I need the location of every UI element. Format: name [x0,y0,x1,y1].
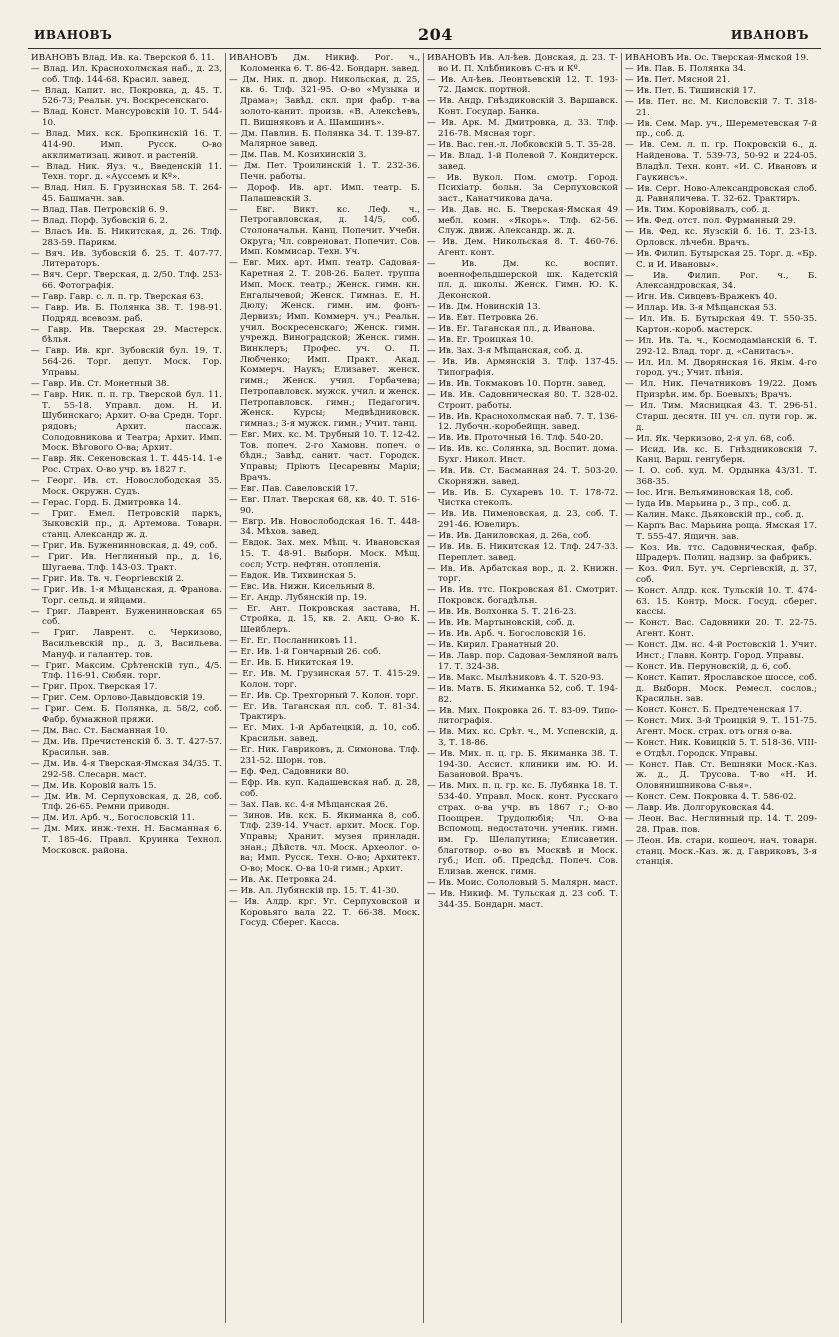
directory-entry: — Леон. Вас. Неглинный пр. 14. Т. 209-28. Прав. пов. [625,814,817,835]
page-header [28,26,821,49]
directory-entry: — Ив. Макс. Мылѣниковъ 4. Т. 520-93. [427,672,605,683]
column-4 [622,53,820,1323]
directory-entry: — Влад. Порф. Зубовскій 6. 2. [31,215,168,226]
directory-entry: — Ив. Евт. Петровка 26. [427,313,539,324]
directory-entry: — Карпъ Вас. Марьина роща. Ямская 17. Т. 555-47. Ящичн. зав. [625,520,817,542]
directory-entry: — Калин. Макс. Дьяковскій пр., соб. д. [625,509,804,520]
directory-entry: — Дм. Павлин. Б. Полянка 34. Т. 139-87. Малярное завед. [229,128,420,150]
directory-entry: — Ив. Ив. Краснохолмская наб. 7. Т. 136-12. Лубочн.-коробейщн. завед. [427,411,618,433]
directory-entry: — Евг. Викт. кс. Леф. ч., Петрогавловская, д. 14/5, соб. Столоначальн. Канц. Попечит. Учебн. Округа; Чл. совреноват. Попечит. Сов. Имп. Коммисар. Техн. Уч. [229,204,420,258]
directory-entry: — Ив. Никиф. М. Тульская д. 23 соб. Т. 344-35. Бондарн. маст. [427,889,618,910]
directory-entry: — Ег. Ег. Посланниковъ 11. [229,636,357,647]
directory-entry: — Ив. Ив. Волхонка 5. Т. 216-23. [427,607,577,618]
directory-entry: — Иллар. Ив. 3-я Мѣщанская 53. [625,303,777,314]
directory-entry: — Евдок. Ив. Тихвинская 5. [229,570,357,581]
directory-entry: — Вяч. Ив. Зубовскій б. 25. Т. 407-77. Литераторъ. [31,248,222,270]
directory-entry: — Ив. Филип. Бутырская 25. Торг. д. «Бр. С. и И. Ивановы». [625,248,817,270]
directory-entry: — Ег. Ник. Гавриковъ, д. Симонова. Тлф. 231-52. Шорн. тов. [229,745,420,766]
directory-entry: — Ив. Тим. Коровійвалъ, соб. д. [625,205,771,216]
directory-entry: — Евг. Мих. кс. М. Трубный 10. Т. 12-42. Тов. попеч. 2-го Хамовн. попеч. о бѣдн.; Завѣд. санит. част. Городск. Управы; Пріютъ Цесаревны Маріи; Врачъ. [229,429,420,483]
directory-entry: — Конст. Ник. Ковицкій 5. Т. 518-36. VIII-е Отдѣл. Городск. Управы. [625,737,817,759]
directory-entry: — Ив. Ив. Б. Сухаревъ 10. Т. 178-72. Чистка стеколъ. [427,487,618,509]
directory-entry: — Герас. Горд. Б. Дмитровка 14. [31,497,182,508]
directory-entry: — Конст. Сем. Покровка 4. Т. 586-02. [625,792,797,803]
directory-entry: — Гавр. Ив. Б. Полянка 38. Т. 198-91. Подряд. всевозм. раб. [31,303,222,324]
directory-entry: ИВАНОВЪ Влад. Ив. ка. Тверской б. 11. [31,53,215,63]
directory-entry: — Ив. Ег. Троицкая 10. [427,335,534,346]
directory-entry: — Игн. Ив. Сивцевъ-Вражекъ 40. [625,292,778,303]
directory-entry: — Гавр. Гавр. с. л. п. гр. Тверская 63. [31,292,204,303]
directory-entry: — Ив. Ак. Петровка 24. [229,875,337,886]
directory-entry: — Конст. Мих. 3-й Троицкій 9. Т. 151-75. Агент. Моск. страх. отъ огня о-ва. [625,716,817,737]
directory-entry: — Ив. Мих. п. ц. гр. кс. Б. Лубянка 18. Т. 534-40. Управл. Моск. конт. Русскаго страх. о-ва учр. въ 1867 г.; О-во Поощрен. Трудолюбія; Чл. О-ва Вспомощ. недостаточн. ученик. гимн. им. Гр. Шелапутина; Елисаветин. благотвор. о-во въ Москвѣ и Моск. губ.; Исп. об. Предсѣд. Попеч. Сов. Елизав. женск. гимн. [427,781,618,878]
directory-entry: — Ив. Мих. п. ц. гр. Б. Якиманка 38. Т. 194-30. Ассист. клиники им. Ю. И. Базановой. Врачъ. [427,748,618,781]
directory-entry: ИВАНОВЪ Ив. Ос. Тверская-Ямской 19. [625,53,809,63]
directory-entry: — Ив. Ив. Армянскій 3. Тлф. 137-45. Типографія. [427,357,618,378]
directory-entry: — Ив. Ал. Лубянскій пр. 15. Т. 41-30. [229,886,400,897]
directory-entry: — Ив. Кирил. Гранатный 20. [427,640,559,651]
directory-entry: — Ив. Мих. Покровка 26. Т. 83-09. Типо-литографія. [427,705,618,727]
directory-entry: — Дм. Пет. Троилинскій 1. Т. 232-36. Печн. работы. [229,161,420,182]
directory-entry: — Ив. Ив. ттс. Покровская 81. Смотрит. Покровск. богадѣльн. [427,585,618,607]
directory-entry: — Влад. Мих. кск. Бропкинскій 16. Т. 414-90. Имп. Русск. О-во акклиматизац. живот. и растеній. [31,129,222,161]
directory-entry: ИВАНОВЪ Дм. Никиф. Рог. ч., Коломенка 6. Т. 86-42. Бондарн. завед. [229,53,420,74]
directory-entry: — Ефр. Ив. куп. Кадашевская наб. д. 28, соб. [229,777,420,799]
directory-entry: — Влад. Пав. Петровскій 6. 9. [31,204,168,215]
directory-entry: — Дороф. Ив. арт. Имп. театр. Б. Палашевскій 3. [229,182,420,204]
directory-entry: — Ив. Пет. Мясной 21. [625,75,731,85]
directory-entry: — Ив. Зах. 3-я Мѣщанская, соб. д. [427,346,583,357]
directory-entry: — Ив. Алдр. крг. Уг. Серпуховской и Коровьяго вала 22. Т. 66-38. Моск. Госуд. Сберег. Касса. [229,897,420,929]
directory-entry: — Ег. Мих. 1-й Арбатецкій, д. 10, соб. Красильн. завед. [229,723,420,745]
directory-entry: — Ив. Арк. М. Дмитровка, д. 33. Тлф. 216-78. Мясная торг. [427,118,618,139]
directory-entry: — Дм. Пав. М. Козихинскій 3. [229,150,367,161]
directory-entry: — Ив. Сем. л. п. гр. Покровскій 6., д. Найденова. Т. 539-73, 50-92 и 224-05. Владѣл. Техн. конт. «И. С. Ивановъ и Гаукинсъ». [625,140,817,183]
directory-entry: — Исид. Ив. кс. Б. Гнѣздниковскій 7. Канц. Варш. генгуберн. [625,444,817,466]
directory-entry: — Влад. Ил. Краснохолмская наб., д. 23, соб. Тлф. 144-68. Красил. завед. [31,64,222,85]
directory-entry: — Ив. Пав. Б. Полянка 34. [625,64,747,74]
directory-entry: — Ив. Моис. Сололовый 5. Малярн. маст. [427,878,618,889]
directory-entry: — Ив. Ив. Токмаковъ 10. Портн. завед. [427,378,606,389]
directory-entry: — Ив. Матв. Б. Якиманка 52, соб. Т. 194-82. [427,683,618,705]
directory-entry: — Дм. Ник. п. двор. Никольская, д. 25, кв. 6. Тлф. 321-95. О-во «Музыка и Драма»; Завѣд. скл. при фабр. т-ва золото-канит. произв. «В. Алексѣевъ, П. Вишняковъ и А. Шамшинъ». [229,74,420,128]
directory-entry: — Дм. Ив. 4-я Тверская-Ямская 34/35. Т. 292-58. Слесарн. маст. [31,758,222,780]
directory-entry: — Ив. Ив. Садовническая 80. Т. 328-02. Строит. работы. [427,389,618,411]
directory-entry: — Ив. Ал-ѣев. Леонтьевскій 12. Т. 193-72. Дамск. портной. [427,74,618,96]
directory-entry: — Конст. Алдр. кск. Тульскій 10. Т. 474-63. 15. Контр. Моск. Госуд. сберег. кассы. [625,586,817,618]
directory-entry: — Ив. Серг. Ново-Александровская слоб. д. Равняличева. Т. 32-62. Трактиръ. [625,183,817,205]
directory-entry: — Дм. Мих. инж.-техн. Н. Басманная 6. Т. 185-46. Правл. Круинка Технол. Московск. района. [31,824,222,856]
directory-entry: — Вяч. Серг. Тверская, д. 2/50. Тлф. 253-66. Фотографія. [31,270,222,292]
directory-entry: — Ил. Ил. М. Дворянская 16. Якім. 4-го город. уч.; Учит. пѣнія. [625,357,817,379]
directory-entry: — Ив. Дм. Новинскій 13. [427,302,541,313]
column-3 [424,53,622,1323]
directory-entry: — Ив. Ив. Б. Никитская 12. Тлф. 247-33. Переплет. завед. [427,542,618,563]
directory-entry: — Дм. Ил. Арб. ч., Богословскій 11. [31,813,195,824]
directory-entry: — Ег. Ив. Ср. Трехгорный 7. Колон. торг. [229,690,419,701]
directory-entry: — Григ. Ив. Буженинновская, д. 49, соб. [31,541,218,552]
header-right-surname: ИВАНОВЪ [730,28,809,42]
directory-entry: — Ив. Ив. Арбатская вор., д. 2. Книжн. торг. [427,563,618,585]
directory-entry: — Евг. Плат. Тверская 68, кв. 40. Т. 516-90. [229,494,420,516]
directory-entry: — Конст. Пав. Ст. Вешняки Моск.-Каз. ж. д., Д. Трусова. Т-во «Н. И. Оловянишникова С-вья». [625,759,817,792]
directory-entry: — Гавр. Як. Секеновская 1. Т. 445-14. 1-е Рос. Страх. О-во учр. въ 1827 г. [31,454,222,476]
directory-entry: — Ив. Вас. ген.-л. Лобковскій 5. Т. 35-28. [427,139,616,150]
column-2 [226,53,424,1323]
directory-entry: — Евдок. Зах. мех. Мѣщ. ч. Ивановская 15. Т. 48-91. Выборн. Моск. Мѣщ. сосл; Устр. нефтян. отопленія. [229,538,420,570]
directory-entry: — Григ. Емел. Петровскій паркъ, Зыковскій пр., д. Артемова. Товарн. станц. Александр ж. д. [31,508,222,541]
directory-entry: — Лавр. Ив. Долгоруковская 44. [625,803,775,814]
directory-entry: — Коз. Ив. ттс. Садовническая, фабр. Шрадеръ. Полиц. надзир. за фабрикъ. [625,542,817,564]
directory-entry: — Дм. Ив. Коровій валъ 15. [31,780,157,791]
directory-entry: — Іуда Ив. Марьина р., 3 пр., соб. д. [625,498,791,509]
directory-entry: — Влад. Нил. Б. Грузинская 58. Т. 264-45. Башмачн. зав. [31,183,222,204]
directory-entry: — Григ. Ив. Тв. ч. Георгіевскій 2. [31,573,185,584]
directory-entry: — Іос. Игн. Вельяминовская 18, соб. [625,487,794,498]
directory-entry: — Ив. Ив. Пименовская, д. 23, соб. Т. 291-46. Ювелиръ. [427,509,618,531]
directory-entry: — Конст. Вас. Садовники 20. Т. 22-75. Агент. Конт. [625,618,817,640]
directory-entry: — Влад. Ник. Яуз. ч., Введенскій 11. Техн. торг. д. «Ауссемъ и Кº». [31,161,222,183]
directory-entry: — Ив. Фед. кс. Яузскій б. 16. Т. 23-13. Орловск. лѣчебн. Врачъ. [625,227,817,248]
directory-entry: — Ив. Ив. кс. Солянка, зд. Воспит. дома. Бухг. Никол. Инст. [427,444,618,465]
directory-entry: — Ив. Сем. Мар. уч., Шереметевская 7-й пр., соб. д. [625,118,817,140]
directory-entry: — Георг. Ив. ст. Новослободская 35. Моск. Окружн. Судъ. [31,476,222,497]
directory-entry: — Дм. Ив. М. Серпуховская, д. 28, соб. Тлф. 26-65. Ремни приводн. [31,791,222,813]
directory-entry: — Евс. Ив. Нижн. Кисельный 8. [229,581,376,592]
directory-entry: — Ег. Ант. Покровская застава, Н. Стройка, д. 15, кв. 2. Акц. О-во К. Шейблеръ. [229,603,420,636]
directory-entry: — Конст. Капит. Ярославское шоссе, соб. д. Выборн. Моск. Ремесл. сослов.; Красильн. зав. [625,672,817,705]
directory-entry: — Ив. Ив. Ст. Басманная 24. Т. 503-20. Скорняжн. завед. [427,465,618,487]
directory-entry: — Ив. Ив. Даниловская, д. 26а, соб. [427,531,592,542]
directory-entry: — Зинов. Ив. кск. Б. Якиманка 8, соб. Тлф. 239-14. Участ. архит. Моск. Гор. Управы; Хранит. музея принладн. знан.; Дѣйств. чл. Моск. Археолог. о-ва; Имп. Русск. Техн. О-во; Архитект. О-во; Моск. О-ва 10-й гимн.; Архит. [229,810,420,875]
directory-entry: — Ег. Ив. М. Грузинская 57. Т. 415-29. Колон. торг. [229,669,420,690]
directory-entry: — Ег. Ив. Таганская пл. соб. Т. 81-34. Трактиръ. [229,701,420,723]
directory-entry: — Ив. Вукол. Пом. смотр. Город. Психіатр. больн. За Серпуховской заст., Канатчикова дача. [427,172,618,204]
directory-entry: — Григ. Ив. 1-я Мѣщанская, д. Франова. Торг. сельд. и яйцами. [31,584,222,606]
directory-entry: — Григ. Ив. Неглинный пр., д. 16, Шугаева. Тлф. 143-03. Тракт. [31,552,222,573]
directory-entry: — Григ. Максим. Срѣтенскій туп., 4/5. Тлф. 116-91. Сюбян. торг. [31,660,222,682]
directory-entry: — Ив. Мих. кс. Срѣт. ч., М. Успенскій, д. 3, Т. 18-86. [427,727,618,748]
page-number: 204 [418,25,453,44]
directory-entry: — Ив. Ег. Таганская пл., д. Иванова. [427,324,596,335]
directory-entry: — Ив. Ив. Мартыновскій, соб. д. [427,618,576,629]
directory-entry: — Ил. Ив. Та. ч., Космодаміанскій 6. Т. 292-12. Влад. торг. д. «Санитасъ». [625,336,817,357]
directory-entry: — Гавр. Ив. Тверская 29. Мастерск. бѣлья. [31,324,222,346]
directory-entry: — Ил. Ив. Б. Бутырская 49. Т. 550-35. Картон.-короб. мастерск. [625,314,817,336]
directory-entry: — Евг. Пав. Савеловскій 17. [229,483,358,494]
directory-entry: — Дм. Вас. Ст. Басманная 10. [31,726,168,737]
directory-entry: — Ил. Тим. Мясницкая 43. Т. 296-51. Старш. десятн. III уч. сл. пути гор. ж. д. [625,401,817,433]
directory-entry: — Ив. Дав. нс. Б. Тверская-Ямская 49 мебл. комн. «Якорь». Тлф. 62-56. Служ. движ. Александр. ж. д. [427,204,618,237]
directory-entry: — Ив. Андр. Гнѣздиковскій 3. Варшавск. Конт. Государ. Банка. [427,96,618,118]
directory-entry: — Ил. Ник. Печатниковъ 19/22. Домъ Призрѣн. им. бр. Боевыхъ; Врачъ. [625,379,817,401]
directory-entry: — Ив. Лавр. пор. Садовая-Земляной валъ 17. Т. 324-38. [427,651,618,672]
column-1 [28,53,226,1323]
directory-entry: — Зах. Пав. кс. 4-я Мѣщанская 26. [229,799,388,810]
directory-entry: — Еф. Фед. Садовники 80. [229,766,350,777]
directory-entry: — Коз. Фил. Бут. уч. Сергіевскій, д. 37, соб. [625,564,817,586]
directory-entry: — Ив. Влад. 1-й Полевой 7. Кондитерск. завед. [427,150,618,172]
directory-entry: — Ив. Дем. Никольская 8. Т. 460-76. Агент. конт. [427,237,618,259]
directory-entry: — Ив. Пет. Б. Тишинскій 17. [625,86,757,96]
directory-entry: — Власъ Ив. Б. Никитская, д. 26. Тлф. 283-59. Парикм. [31,226,222,248]
directory-entry: — Конст. Конст. Б. Предтеченская 17. [625,705,803,716]
directory-entry: — Ив. Филип. Рог. ч., Б. Александровская, 34. [625,270,817,292]
directory-entry: — Евгр. Ив. Новослободская 16. Т. 448-34. Мѣхов. завед. [229,516,420,538]
directory-entry: — Григ. Лаврент. с. Черкизово, Васильевскій пр., д. 3, Васильева. Мануф. и галантер. тов. [31,628,222,660]
directory-entry: — Леон. Ив. стари. кошеоч. нач. товарн. станц. Моск.-Каз. ж. д. Гавриковъ, 3-я станція. [625,835,817,868]
directory-entry: — Гавр. Ив. крг. Зубовскій бул. 19. Т. 564-26. Торг. депут. Моск. Гор. Управы. [31,346,222,378]
directory-entry: — Ив. Ив. Арб. ч. Богословскій 16. [427,629,586,640]
directory-entry: — Григ. Сем. Б. Полянка, д. 58/2, соб. Фабр. бумажной пряжи. [31,704,222,726]
directory-entry: — Ив. Пет. нс. М. Кисловскій 7. Т. 318-21. [625,97,817,118]
directory-entry: — Ив. Фед. отст. пол. Фурманный 29. [625,216,796,227]
directory-columns [28,53,821,1323]
directory-entry: ИВАНОВЪ Ив. Ал-ѣев. Донская, д. 23. Т-во И. П. Хлѣбниковъ С-нъ и Кº. [427,53,618,74]
directory-entry: — Григ. Лаврент. Буженинновская 65 соб. [31,606,222,628]
directory-entry: — Григ. Сем. Орлово-Давыдовскій 19. [31,693,206,704]
directory-entry: — Гавр. Ив. Ст. Монетный 38. [31,378,170,389]
directory-entry: — Дм. Ив. Пречистенскій б. 3. Т. 427-57. Красильн. зав. [31,737,222,758]
directory-entry: — Конст. Ив. Перуновскій, д. 6, соб. [625,661,792,672]
directory-entry: — Конст. Дм. нс. 4-й Ростовскій 1. Учит. Инст.; Главн. Контр. Город. Управы. [625,640,817,661]
directory-entry: — І. О. соб. худ. М. Ордынка 43/31. Т. 368-35. [625,466,817,487]
directory-entry: — Евг. Мих. арт. Имп. театр. Садовая-Каретная 2. Т. 208-26. Балет. труппа Имп. Моск. театр.; Женск. гимн. кн. Енгалычевой; Женск. Гимназ. Е. Н. Дюлу; Женск. гимн. им. фонъ-Дервизъ; Имп. Коммерч. уч.; Реальн. учил. Воскресенскаго; Женск. гимн. учрежд. Виноградской; Женск. гимн. Винклеръ; Профес. уч. О. П. Любченко; Имп. Практ. Акад. Коммерч. Наукъ; Елизавет. женск. гимн.; Женск. учил. Горбачева; Петропавловск. мужск. учил. и женск. Петропавловск. гимн.; Педагогич. Женск. Курсы; Медвѣдниковск. гимназ.; 3-я мужск. гимн.; Учит. танц. [229,258,420,429]
directory-entry: — Ег. Андр. Лубянскій пр. 19. [229,592,367,603]
directory-entry: — Григ. Прох. Тверская 17. [31,682,158,693]
directory-entry: — Влад. Конст. Мансуровскій 10. Т. 544-10. [31,107,222,129]
directory-entry: — Ег. Ив. 1-й Гончарный 26. соб. [229,647,382,658]
directory-entry: — Ил. Як. Черкизово, 2-я ул. 68, соб. [625,433,795,444]
directory-entry: — Ег. Ив. Б. Никитская 19. [229,658,354,669]
directory-entry: — Ив. Ив. Проточный 16. Тлф. 540-20. [427,433,604,444]
header-left-surname: ИВАНОВЪ [34,28,113,42]
directory-entry: — Гавр. Ник. п. п. гр. Тверской бул. 11. Т. 55-18. Управл. дом. Н. И. Шубинскаго; Архит. О-ва Средн. Торг. рядовъ; Архит. пассаж. Солодовникова и Театра; Архит. Имп. Моск. Вѣгового О-ва; Архит. [31,389,222,454]
directory-entry: — Ив. Дм. кс. воспит. военнофельдшерской шк. Кадетскій пл. д. школы. Женск. Гимн. Ю. К. Деконской. [427,259,618,302]
directory-entry: — Влад. Капит. нс. Покровка, д. 45. Т. 526-73; Реальн. уч. Воскресенскаго. [31,85,222,107]
